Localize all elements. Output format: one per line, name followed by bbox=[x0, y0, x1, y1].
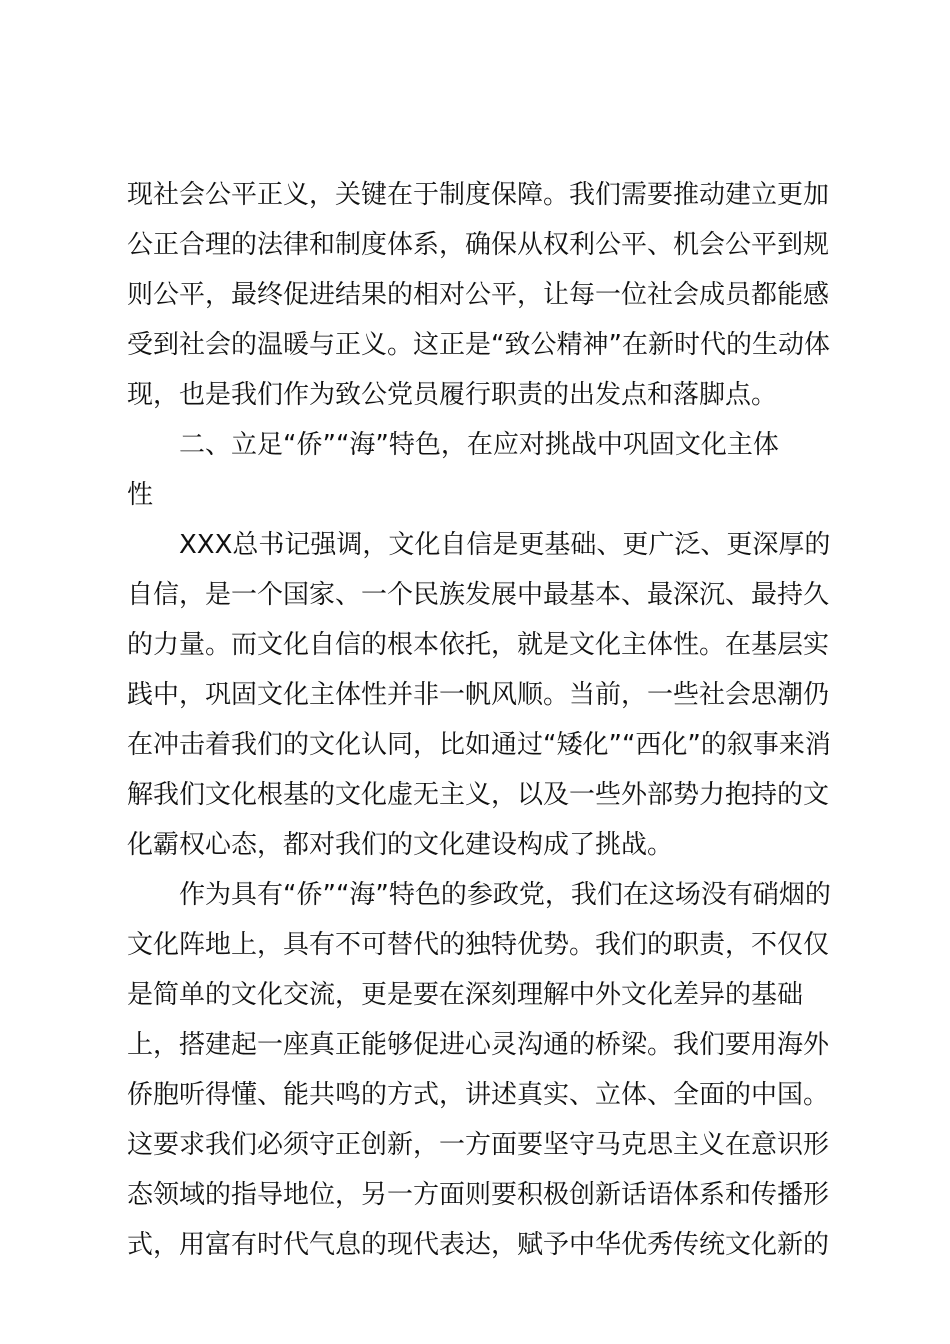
paragraph-line: XXX总书记强调，文化自信是更基础、更广泛、更深厚的 bbox=[179, 530, 831, 560]
paragraph-line: 态领域的指导地位，另一方面则要积极创新话语体系和传播形 bbox=[127, 1180, 830, 1210]
paragraph-line: 自信，是一个国家、一个民族发展中最基本、最深沉、最持久 bbox=[127, 580, 830, 610]
document-body bbox=[127, 170, 831, 1270]
section-heading-continuation: 性 bbox=[127, 480, 154, 510]
paragraph-line: 现社会公平正义，关键在于制度保障。我们需要推动建立更加 bbox=[127, 180, 830, 210]
paragraph-line: 上，搭建起一座真正能够促进心灵沟通的桥梁。我们要用海外 bbox=[127, 1030, 830, 1060]
paragraph-line: 是简单的文化交流，更是要在深刻理解中外文化差异的基础 bbox=[127, 980, 804, 1010]
paragraph-line: 化霸权心态，都对我们的文化建设构成了挑战。 bbox=[127, 830, 674, 860]
section-heading: 二、立足“侨”“海”特色，在应对挑战中巩固文化主体 bbox=[179, 430, 779, 460]
paragraph-line: 公正合理的法律和制度体系，确保从权利公平、机会公平到规 bbox=[127, 230, 830, 260]
paragraph-line: 式，用富有时代气息的现代表达，赋予中华优秀传统文化新的 bbox=[127, 1230, 830, 1260]
paragraph-line: 解我们文化根基的文化虚无主义，以及一些外部势力抱持的文 bbox=[127, 780, 830, 810]
paragraph-line: 践中，巩固文化主体性并非一帆风顺。当前，一些社会思潮仍 bbox=[127, 680, 830, 710]
paragraph-line: 这要求我们必须守正创新，一方面要坚守马克思主义在意识形 bbox=[127, 1130, 830, 1160]
paragraph-line: 侨胞听得懂、能共鸣的方式，讲述真实、立体、全面的中国。 bbox=[127, 1080, 830, 1110]
paragraph-line: 作为具有“侨”“海”特色的参政党，我们在这场没有硝烟的 bbox=[179, 880, 831, 910]
paragraph-line: 在冲击着我们的文化认同，比如通过“矮化”“西化”的叙事来消 bbox=[127, 730, 831, 760]
paragraph-line: 受到社会的温暖与正义。这正是“致公精神”在新时代的生动体 bbox=[127, 330, 830, 360]
paragraph-line: 的力量。而文化自信的根本依托，就是文化主体性。在基层实 bbox=[127, 630, 830, 660]
paragraph-line: 现，也是我们作为致公党员履行职责的出发点和落脚点。 bbox=[127, 380, 778, 410]
paragraph-line: 则公平，最终促进结果的相对公平，让每一位社会成员都能感 bbox=[127, 280, 830, 310]
paragraph-line: 文化阵地上，具有不可替代的独特优势。我们的职责，不仅仅 bbox=[127, 930, 830, 960]
